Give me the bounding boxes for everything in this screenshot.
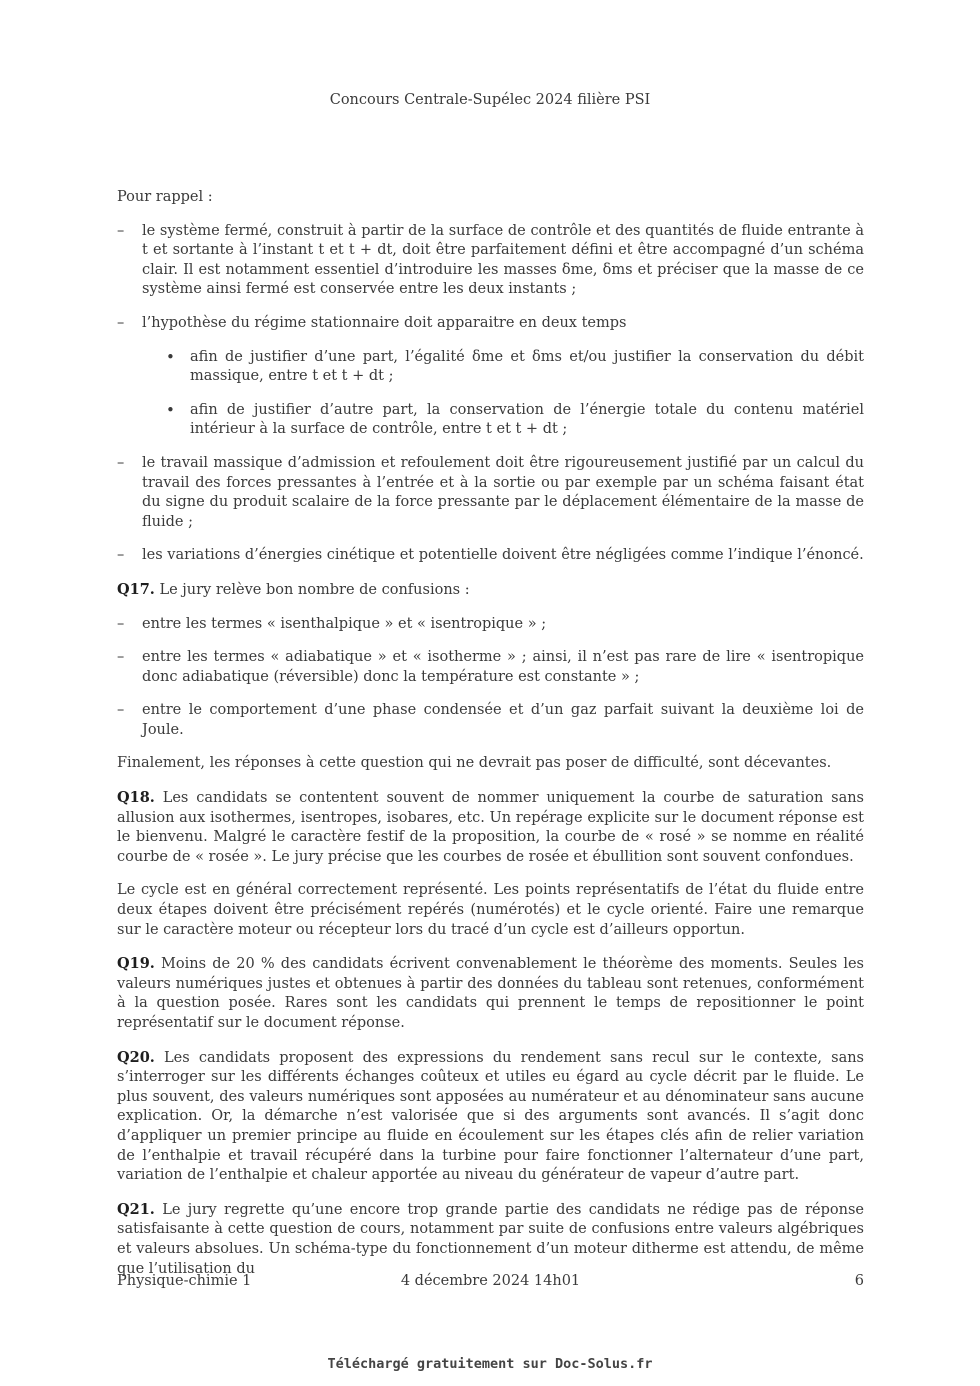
q17-item: – entre le comportement d’une phase condensée et d’un gaz parfait suivant la deuxième loi de Joule. bbox=[117, 701, 864, 740]
q19-paragraph bbox=[117, 954, 864, 1033]
page-header: Concours Centrale-Supélec 2024 filière PSI bbox=[329, 92, 651, 108]
q17-conclusion: Finalement, les réponses à cette question qui ne devrait pas poser de difficulté, sont décevantes. bbox=[117, 755, 832, 772]
q20-text: Les candidats proposent des expressions du rendement sans recul sur le contexte, sans s’interroger sur les différents échanges coûteux et utiles eu égard au cycle décrit par le fluide. Le plus souvent, des valeurs numériques sont apposées au numérateur et au dénominateur sans aucune explication. Or, la démarche n’est valorisée que si des arguments sont avancés. Il s’agit donc d’appliquer un premier principe au fluide en écoulement sur les étapes clés afin de relier variation de l’enthalpie et travail récupéré dans la turbine pour faire fonctionner l’alternateur d’une part, variation de l’enthalpie et chaleur apportée au niveau du générateur de vapeur d’autre part. bbox=[117, 1049, 864, 1184]
q18-label: Q18. bbox=[117, 789, 155, 807]
regime-subitem: • afin de justifier d’une part, l’égalité δme et δms et/ou justifier la conservation du débit massique, entre t et t + dt ; bbox=[142, 348, 864, 387]
rappel-item-travail-admission: – le travail massique d’admission et refoulement doit être rigoureusement justifié par un calcul du travail des forces pressantes à l’entrée et à la sortie ou par exemple par un schéma faisant état du signe du produit scalaire de la force pressante par le déplacement élémentaire de la masse de fluide ; bbox=[117, 454, 864, 532]
q18-paragraph bbox=[117, 788, 864, 867]
footer-page-number: 6 bbox=[854, 1273, 864, 1289]
regime-sublist bbox=[142, 348, 864, 440]
q17-list bbox=[117, 615, 864, 741]
q18-paragraph-2: Le cycle est en général correctement représenté. Les points représentatifs de l’état du fluide entre deux étapes doivent être précisément repérés (numérotés) et le cycle orienté. Faire une remarque sur le caractère moteur ou récepteur lors du tracé d’un cycle est d’ailleurs opportun. bbox=[117, 882, 864, 938]
footer-date: 4 décembre 2024 14h01 bbox=[400, 1273, 581, 1289]
intro-text: Pour rappel : bbox=[117, 189, 213, 205]
q20-label: Q20. bbox=[117, 1048, 155, 1066]
q17-text: Le jury relève bon nombre de confusions : bbox=[154, 581, 470, 598]
rappel-item-variations-energie: – les variations d’énergies cinétique et potentielle doivent être négligées comme l’indique l’énoncé. bbox=[117, 546, 864, 566]
q18-text: Les candidats se contentent souvent de nommer uniquement la courbe de saturation sans allusion aux isothermes, isentropes, isobares, etc. Un repérage explicite sur le document réponse est le bienvenu. Malgré le caractère festif de la proposition, la courbe de « rosé » se nomme en réalité courbe de « rosée ». Le jury précise que les courbes de rosée et ébullition sont souvent confondues. bbox=[117, 790, 864, 865]
footer-subject: Physique-chimie 1 bbox=[117, 1273, 252, 1289]
rappel-item-label: l’hypothèse du régime stationnaire doit apparaitre en deux temps bbox=[142, 314, 627, 331]
download-note: Téléchargé gratuitement sur Doc-Solus.fr bbox=[327, 1356, 653, 1372]
q19-label: Q19. bbox=[117, 955, 155, 973]
q21-paragraph bbox=[117, 1200, 864, 1279]
q19-text: Moins de 20 % des candidats écrivent convenablement le théorème des moments. Seules les valeurs numériques justes et obtenues à partir des données du tableau sont retenues, conformément à la question posée. Rares sont les candidats qui prennent le temps de repositionner le point représentatif sur le document réponse. bbox=[117, 956, 864, 1031]
q17-item: – entre les termes « isenthalpique » et « isentropique » ; bbox=[117, 615, 864, 635]
rappel-item-systeme-ferme: – le système fermé, construit à partir de la surface de contrôle et des quantités de fluide entrante à t et sortante à l’instant t et t + dt, doit être parfaitement défini et être accompagné d’un schéma clair. Il est notamment essentiel d’introduire les masses δme, δms et préciser que la masse de ce système ainsi fermé est conservée entre les deux instants ; bbox=[117, 222, 864, 300]
q20-paragraph bbox=[117, 1048, 864, 1186]
regime-subitem: • afin de justifier d’autre part, la conservation de l’énergie totale du contenu matériel intérieur à la surface de contrôle, entre t et t + dt ; bbox=[142, 401, 864, 440]
q17-item: – entre les termes « adiabatique » et « isotherme » ; ainsi, il n’est pas rare de lire « isentropique donc adiabatique (réversible) donc la température est constante » ; bbox=[117, 648, 864, 687]
rappel-list bbox=[117, 222, 864, 566]
report-body bbox=[117, 188, 864, 1293]
q17-paragraph bbox=[117, 580, 864, 601]
q21-label: Q21. bbox=[117, 1200, 155, 1218]
rappel-item-regime-stationnaire bbox=[117, 314, 864, 440]
q17-label: Q17. bbox=[117, 580, 155, 598]
q21-text: Le jury regrette qu’une encore trop grande partie des candidats ne rédige pas de réponse satisfaisante à cette question de cours, notamment par suite de confusions entre valeurs algébriques et valeurs absolues. Un schéma-type du fonctionnement d’un moteur ditherme est attendu, de même que l’utilisation du bbox=[117, 1201, 864, 1277]
